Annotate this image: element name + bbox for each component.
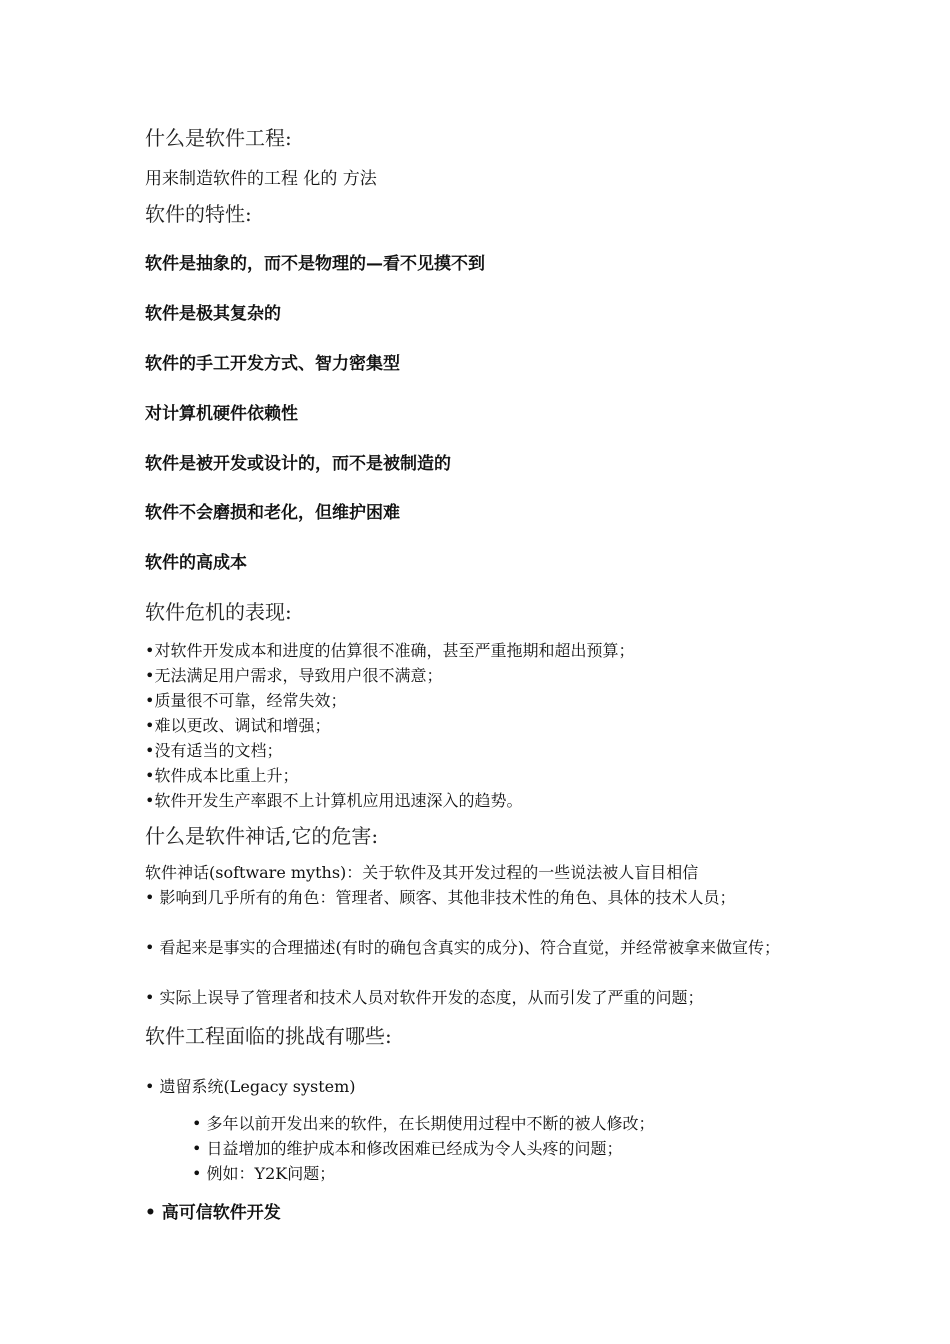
characteristic-item: 软件是抽象的，而不是物理的—看不见摸不到 xyxy=(145,254,485,274)
characteristic-item: 软件是极其复杂的 xyxy=(145,304,281,324)
crisis-item: •对软件开发成本和进度的估算很不准确，甚至严重拖期和超出预算； xyxy=(145,641,635,660)
characteristic-item: 软件是被开发或设计的，而不是被制造的 xyxy=(145,454,451,474)
crisis-item: •无法满足用户需求，导致用户很不满意； xyxy=(145,666,443,685)
crisis-item: •软件成本比重上升； xyxy=(145,766,299,785)
crisis-item: •没有适当的文档； xyxy=(145,741,283,760)
characteristic-item: 软件的手工开发方式、智力密集型 xyxy=(145,354,400,374)
legacy-item: • 例如：Y2K问题； xyxy=(192,1164,336,1183)
myths-item: • 影响到几乎所有的角色：管理者、顾客、其他非技术性的角色、具体的技术人员； xyxy=(145,888,736,907)
myths-item: • 实际上误导了管理者和技术人员对软件开发的态度，从而引发了严重的问题； xyxy=(145,988,704,1007)
characteristic-item: 软件不会磨损和老化，但维护困难 xyxy=(145,503,400,523)
crisis-item: •难以更改、调试和增强； xyxy=(145,716,331,735)
characteristic-item: 对计算机硬件依赖性 xyxy=(145,404,298,424)
myths-intro: 软件神话(software myths)：关于软件及其开发过程的一些说法被人盲目相信 xyxy=(145,863,699,882)
legacy-system-title: • 遗留系统(Legacy system) xyxy=(145,1077,356,1096)
definition-text: 用来制造软件的工程 化的 方法 xyxy=(145,169,377,189)
legacy-item: • 多年以前开发出来的软件，在长期使用过程中不断的被人修改； xyxy=(192,1114,655,1133)
heading-characteristics: 软件的特性: xyxy=(145,202,252,226)
myths-item: • 看起来是事实的合理描述(有时的确包含真实的成分)、符合直觉，并经常被拿来做宣传； xyxy=(145,938,781,957)
heading-what-is-se: 什么是软件工程: xyxy=(145,126,292,150)
crisis-item: •质量很不可靠，经常失效； xyxy=(145,691,347,710)
legacy-item: • 日益增加的维护成本和修改困难已经成为令人头疼的问题； xyxy=(192,1139,623,1158)
heading-myths: 什么是软件神话,它的危害: xyxy=(145,824,379,848)
heading-crisis: 软件危机的表现: xyxy=(145,600,292,624)
characteristic-item: 软件的高成本 xyxy=(145,553,247,573)
trusted-software-title: • 高可信软件开发 xyxy=(145,1203,281,1223)
crisis-item: •软件开发生产率跟不上计算机应用迅速深入的趋势。 xyxy=(145,791,523,810)
heading-challenges: 软件工程面临的挑战有哪些: xyxy=(145,1024,392,1048)
